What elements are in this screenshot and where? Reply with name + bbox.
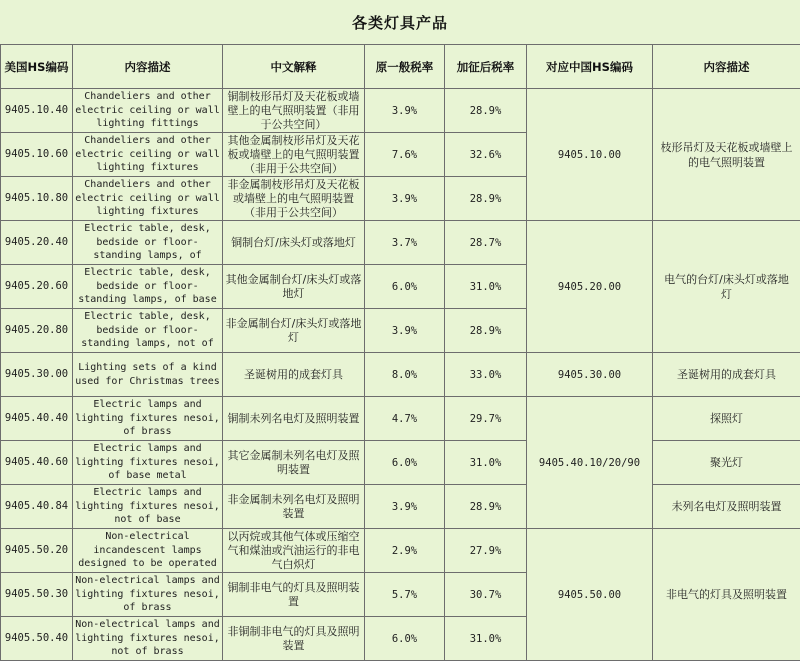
us-code-cell: 9405.20.60 <box>1 265 73 309</box>
raised-rate-cell: 28.9% <box>445 177 527 221</box>
chinese-cell: 铜制未列名电灯及照明装置 <box>223 397 365 441</box>
raised-rate-cell: 28.9% <box>445 309 527 353</box>
table-row <box>1 441 800 485</box>
us-code-cell: 9405.50.30 <box>1 573 73 617</box>
description-cell: Lighting sets of a kind used for Christmas trees <box>73 353 223 397</box>
us-code-cell: 9405.50.40 <box>1 617 73 661</box>
description-cell: Chandeliers and other electric ceiling or wall lighting fixtures <box>73 177 223 221</box>
header-chinese-explanation: 中文解释 <box>223 45 365 89</box>
chinese-cell: 其他金属制台灯/床头灯或落地灯 <box>223 265 365 309</box>
cn-description-cell: 非电气的灯具及照明装置 <box>653 529 800 661</box>
base-rate-cell: 5.7% <box>365 573 445 617</box>
cn-code-cell: 9405.50.00 <box>527 529 653 661</box>
chinese-cell: 铜制台灯/床头灯或落地灯 <box>223 221 365 265</box>
cn-code-cell: 9405.30.00 <box>527 353 653 397</box>
chinese-cell: 非金属制枝形吊灯及天花板或墙壁上的电气照明装置（非用于公共空间） <box>223 177 365 221</box>
table-row <box>1 529 800 573</box>
description-cell: Electric lamps and lighting fixtures nesoi, of brass <box>73 397 223 441</box>
description-cell: Electric table, desk, bedside or floor-standing lamps, of <box>73 221 223 265</box>
chinese-cell: 非铜制非电气的灯具及照明装置 <box>223 617 365 661</box>
cn-description-cell: 电气的台灯/床头灯或落地灯 <box>653 221 800 353</box>
header-base-rate: 原一般税率 <box>365 45 445 89</box>
us-code-cell: 9405.10.80 <box>1 177 73 221</box>
header-description: 内容描述 <box>73 45 223 89</box>
chinese-cell: 圣诞树用的成套灯具 <box>223 353 365 397</box>
base-rate-cell: 6.0% <box>365 441 445 485</box>
us-code-cell: 9405.50.20 <box>1 529 73 573</box>
base-rate-cell: 2.9% <box>365 529 445 573</box>
chinese-cell: 非金属制台灯/床头灯或落地灯 <box>223 309 365 353</box>
us-code-cell: 9405.20.80 <box>1 309 73 353</box>
header-cn-description: 内容描述 <box>653 45 800 89</box>
base-rate-cell: 3.9% <box>365 309 445 353</box>
table-row <box>1 353 800 397</box>
cn-description-cell: 未列名电灯及照明装置 <box>653 485 800 529</box>
description-cell: Electric table, desk, bedside or floor-standing lamps, of base <box>73 265 223 309</box>
table-row <box>1 485 800 529</box>
raised-rate-cell: 29.7% <box>445 397 527 441</box>
description-cell: Chandeliers and other electric ceiling or wall lighting fixtures <box>73 133 223 177</box>
raised-rate-cell: 28.7% <box>445 221 527 265</box>
raised-rate-cell: 32.6% <box>445 133 527 177</box>
header-raised-rate: 加征后税率 <box>445 45 527 89</box>
tariff-table <box>0 44 800 661</box>
base-rate-cell: 3.9% <box>365 485 445 529</box>
raised-rate-cell: 28.9% <box>445 485 527 529</box>
raised-rate-cell: 33.0% <box>445 353 527 397</box>
cn-code-cell: 9405.40.10/20/90 <box>527 397 653 529</box>
raised-rate-cell: 31.0% <box>445 441 527 485</box>
base-rate-cell: 8.0% <box>365 353 445 397</box>
chinese-cell: 铜制非电气的灯具及照明装置 <box>223 573 365 617</box>
us-code-cell: 9405.10.60 <box>1 133 73 177</box>
table-row <box>1 397 800 441</box>
description-cell: Electric table, desk, bedside or floor-standing lamps, not of <box>73 309 223 353</box>
chinese-cell: 其他金属制枝形吊灯及天花板或墙壁上的电气照明装置（非用于公共空间） <box>223 133 365 177</box>
raised-rate-cell: 31.0% <box>445 617 527 661</box>
description-cell: Non-electrical lamps and lighting fixtures nesoi, not of brass <box>73 617 223 661</box>
raised-rate-cell: 30.7% <box>445 573 527 617</box>
raised-rate-cell: 31.0% <box>445 265 527 309</box>
chinese-cell: 铜制枝形吊灯及天花板或墙壁上的电气照明装置（非用于公共空间） <box>223 89 365 133</box>
base-rate-cell: 3.9% <box>365 177 445 221</box>
header-row <box>1 45 800 89</box>
cn-code-cell: 9405.20.00 <box>527 221 653 353</box>
cn-description-cell: 探照灯 <box>653 397 800 441</box>
base-rate-cell: 3.9% <box>365 89 445 133</box>
description-cell: Non-electrical lamps and lighting fixtures nesoi, of brass <box>73 573 223 617</box>
chinese-cell: 非金属制未列名电灯及照明装置 <box>223 485 365 529</box>
cn-code-cell: 9405.10.00 <box>527 89 653 221</box>
us-code-cell: 9405.10.40 <box>1 89 73 133</box>
raised-rate-cell: 28.9% <box>445 89 527 133</box>
raised-rate-cell: 27.9% <box>445 529 527 573</box>
cn-description-cell: 圣诞树用的成套灯具 <box>653 353 800 397</box>
base-rate-cell: 7.6% <box>365 133 445 177</box>
description-cell: Electric lamps and lighting fixtures nesoi, not of base <box>73 485 223 529</box>
header-us-code: 美国HS编码 <box>1 45 73 89</box>
chinese-cell: 以丙烷或其他气体或压缩空气和煤油或汽油运行的非电气白炽灯 <box>223 529 365 573</box>
header-cn-code: 对应中国HS编码 <box>527 45 653 89</box>
chinese-cell: 其它金属制未列名电灯及照明装置 <box>223 441 365 485</box>
description-cell: Electric lamps and lighting fixtures nesoi, of base metal <box>73 441 223 485</box>
table-row <box>1 221 800 265</box>
us-code-cell: 9405.20.40 <box>1 221 73 265</box>
base-rate-cell: 6.0% <box>365 265 445 309</box>
base-rate-cell: 3.7% <box>365 221 445 265</box>
cn-description-cell: 枝形吊灯及天花板或墙壁上的电气照明装置 <box>653 89 800 221</box>
us-code-cell: 9405.40.60 <box>1 441 73 485</box>
us-code-cell: 9405.40.84 <box>1 485 73 529</box>
us-code-cell: 9405.40.40 <box>1 397 73 441</box>
cn-description-cell: 聚光灯 <box>653 441 800 485</box>
base-rate-cell: 6.0% <box>365 617 445 661</box>
table-row <box>1 89 800 133</box>
base-rate-cell: 4.7% <box>365 397 445 441</box>
description-cell: Chandeliers and other electric ceiling or wall lighting fittings <box>73 89 223 133</box>
table-title: 各类灯具产品 <box>351 13 448 32</box>
us-code-cell: 9405.30.00 <box>1 353 73 397</box>
description-cell: Non-electrical incandescent lamps designed to be operated <box>73 529 223 573</box>
